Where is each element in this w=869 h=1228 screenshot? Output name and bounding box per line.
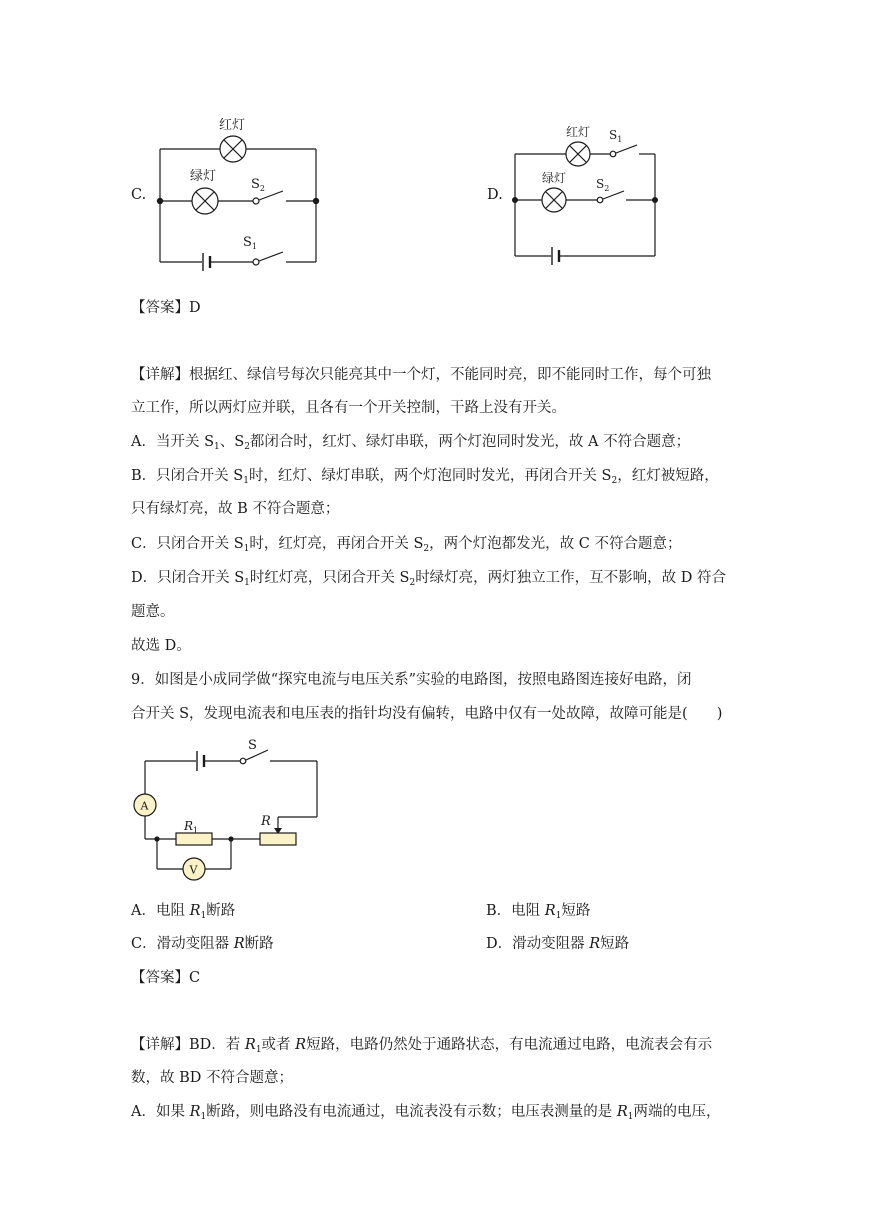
- svg-text:R1: $R_1$: [184, 819, 199, 835]
- q9-detail-line1: 【详解】BD．若 $R_1$或者 R短路，电路仍然处于通路状态，有电流通过电路，电流表会有示: [131, 1037, 713, 1055]
- svg-text:A: A: [140, 799, 149, 813]
- option-d-label: D.: [487, 187, 503, 203]
- circuit-diagram-c: [150, 112, 330, 272]
- q9-detail-line3: A．如果 $R_1$断路，则电路没有电流通过，电流表没有示数；电压表测量的是 $R_1$两端的电压，: [131, 1104, 721, 1122]
- green-lamp-label: 绿灯: [542, 171, 567, 185]
- q9-option-a[interactable]: A．电阻 $R_1$断路: [131, 903, 236, 921]
- switch-s2-icon: [597, 197, 603, 203]
- circuit-diagram-d: [505, 120, 670, 270]
- q8-option-b-analysis: B．只闭合开关 $S_1$时，红灯、绿灯串联，两个灯泡同时发光，再闭合开关 $S_2$，红灯被短路，: [131, 468, 719, 486]
- q9-stem-line2: 合开关 S，发现电流表和电压表的指针均没有偏转，电路中仅有一处故障，故障可能是( ): [131, 706, 723, 722]
- svg-text:S2: $S_2$: [251, 177, 265, 193]
- q8-choice: 故选 D。: [131, 638, 191, 654]
- q8-detail-line2: 立工作，所以两灯应并联，且各有一个开关控制，干路上没有开关。: [131, 400, 566, 416]
- svg-text:S1: $S_1$: [243, 235, 257, 251]
- switch-s1-icon: [253, 259, 259, 265]
- switch-s1-icon: [610, 151, 616, 157]
- green-lamp-label: 绿灯: [190, 169, 217, 184]
- q8-answer: 【答案】D: [131, 300, 201, 316]
- q9-option-d[interactable]: D．滑动变阻器 R短路: [486, 936, 630, 952]
- q8-option-a-analysis: A．当开关 $S_1$、$S_2$都闭合时，红灯、绿灯串联，两个灯泡同时发光，故 A 不符合题意；: [131, 434, 691, 452]
- svg-text:R: R: [261, 814, 271, 829]
- option-c-label: C.: [131, 187, 147, 203]
- q8-option-c-analysis: C．只闭合开关 $S_1$时，红灯亮，再闭合开关 $S_2$，两个灯泡都发光，故 C 不符合题意；: [131, 536, 682, 554]
- svg-text:S: S: [248, 738, 257, 753]
- rheostat-icon: [260, 833, 296, 845]
- svg-text:V: V: [189, 863, 198, 877]
- q9-option-c[interactable]: C．滑动变阻器 R断路: [131, 936, 274, 952]
- switch-s2-icon: [253, 198, 259, 204]
- q8-option-d-analysis-cont: 题意。: [131, 604, 175, 620]
- q9-option-b[interactable]: B．电阻 $R_1$短路: [486, 903, 591, 921]
- q8-detail-line1: 【详解】根据红、绿信号每次只能亮其中一个灯，不能同时亮，即不能同时工作，每个可独: [131, 367, 711, 383]
- q9-detail-line2: 数，故 BD 不符合题意；: [131, 1070, 293, 1086]
- q9-answer: 【答案】C: [131, 970, 201, 986]
- q9-stem-line1: 9．如图是小成同学做“探究电流与电压关系”实验的电路图，按照电路图连接好电路，闭: [131, 672, 692, 688]
- switch-icon: [240, 758, 246, 764]
- q8-option-d-analysis: D．只闭合开关 $S_1$时红灯亮，只闭合开关 $S_2$时绿灯亮，两灯独立工作，互不影响，故 D 符合: [131, 570, 727, 588]
- q8-option-b-analysis-cont: 只有绿灯亮，故 B 不符合题意；: [131, 501, 340, 517]
- red-lamp-label: 红灯: [566, 125, 591, 139]
- red-lamp-label: 红灯: [219, 118, 246, 133]
- svg-text:S1: $S_1$: [609, 128, 623, 144]
- circuit-diagram-q9: [128, 733, 328, 888]
- svg-text:S2: $S_2$: [596, 177, 610, 193]
